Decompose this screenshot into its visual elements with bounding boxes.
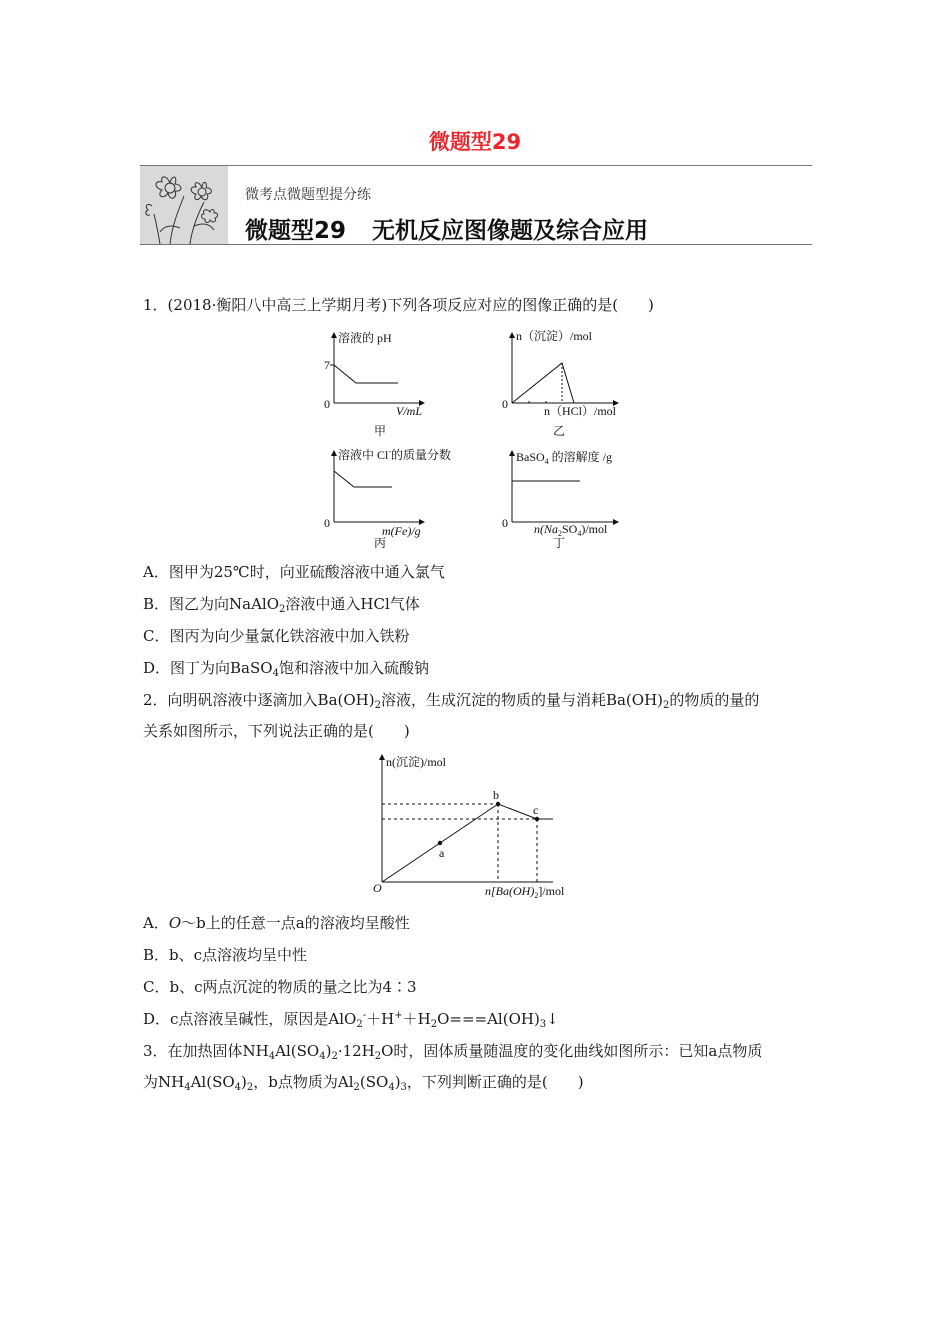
q1-stem: 1．(2018·衡阳八中高三上学期月考)下列各项反应对应的图像正确的是( ) xyxy=(143,296,654,314)
q2-option-c: C．b、c两点沉淀的物质的量之比为4∶3 xyxy=(143,978,417,996)
q2-ylabel: n(沉淀)/mol xyxy=(386,755,446,769)
ding-caption: 丁 xyxy=(553,536,566,550)
q2-point-a xyxy=(438,841,442,845)
ding-origin: 0 xyxy=(502,516,508,530)
q2-option-b: B．b、c点溶液均呈中性 xyxy=(143,946,308,964)
q2-xlabel: $n[Ba(OH)_2]$/mol xyxy=(485,884,565,900)
q2-origin: O xyxy=(373,881,382,895)
q1-option-c: C．图丙为向少量氯化铁溶液中加入铁粉 xyxy=(143,627,410,645)
q2-graph xyxy=(365,752,585,900)
yi-origin: 0 xyxy=(502,397,508,411)
q1-option-d: D．图丁为向BaSO$_4$饱和溶液中加入硫酸钠 xyxy=(143,659,429,679)
banner-subtitle: 微考点微题型提分练 xyxy=(245,187,371,203)
q2-stem-line1: 2．向明矾溶液中逐滴加入$Ba(OH)_2$溶液，生成沉淀的物质的量与消耗$Ba(OH)_2$的物质的量的 xyxy=(143,691,760,711)
bing-caption: 丙 xyxy=(374,536,387,550)
jia-origin: 0 xyxy=(324,397,330,411)
q2-point-b xyxy=(496,802,500,806)
q2-curve xyxy=(382,804,553,882)
q3-stem-line2: 为$NH_4Al(SO_4)_2$，b点物质为$Al_2(SO_4)_3$，下列判断正确的是( ) xyxy=(143,1073,584,1093)
q1-graphs xyxy=(310,325,640,550)
jia-xlabel: V/mL xyxy=(396,404,423,418)
banner-heading xyxy=(245,212,648,245)
q2-point-c xyxy=(535,817,539,821)
yi-ylabel: n（沉淀）/mol xyxy=(516,329,593,343)
graph-ding xyxy=(502,449,616,550)
jia-caption: 甲 xyxy=(374,424,387,438)
ding-ylabel: BaSO$_4$ 的溶解度 /g xyxy=(516,450,613,466)
graph-jia xyxy=(324,330,422,438)
page-title: 微题型29 xyxy=(428,130,522,154)
bing-origin: 0 xyxy=(324,516,330,530)
graph-yi xyxy=(502,328,617,438)
graph-bing xyxy=(324,447,451,550)
bing-ylabel: 溶液中 Cl-的质量分数 xyxy=(338,447,452,462)
banner-heading-text: 无机反应图像题及综合应用 xyxy=(372,218,649,244)
q1-option-b: B．图乙为向NaAlO$_2$溶液中通入HCl气体 xyxy=(143,595,420,615)
q2-label-b: b xyxy=(493,788,499,802)
banner-heading-number: 微题型29 xyxy=(245,218,347,244)
q1-option-a: A．图甲为25℃时，向亚硫酸溶液中通入氯气 xyxy=(143,563,445,581)
q2-stem-line2: 关系如图所示，下列说法正确的是( ) xyxy=(143,722,410,740)
ding-xlabel: $n(Na_2SO_4)$/mol xyxy=(534,522,608,538)
jia-curve xyxy=(334,365,398,383)
jia-tick-7: 7 xyxy=(324,358,330,372)
bing-curve xyxy=(334,471,392,487)
q2-option-a: A．O～b上的任意一点a的溶液均呈酸性 xyxy=(143,914,410,932)
q2-label-a: a xyxy=(439,846,445,860)
banner-flower-illustration xyxy=(140,166,228,244)
q2-label-c: c xyxy=(533,803,539,817)
bing-xlabel: m(Fe)/g xyxy=(382,524,421,538)
yi-caption: 乙 xyxy=(553,424,566,438)
banner-top-rule xyxy=(140,165,812,166)
yi-curve xyxy=(512,363,574,403)
jia-ylabel: 溶液的 pH xyxy=(338,331,392,345)
q2-option-d: D．c点溶液呈碱性，原因是$AlO_2^-+H^++H_2O===Al(OH)_3↓$ xyxy=(143,1010,559,1030)
q3-stem-line1: 3．在加热固体$NH_4Al(SO_4)_2\cdot 12H_2O$时，固体质量随温度的变化曲线如图所示：已知a点物质 xyxy=(143,1042,763,1062)
yi-xlabel: n（HCl）/mol xyxy=(544,404,617,418)
